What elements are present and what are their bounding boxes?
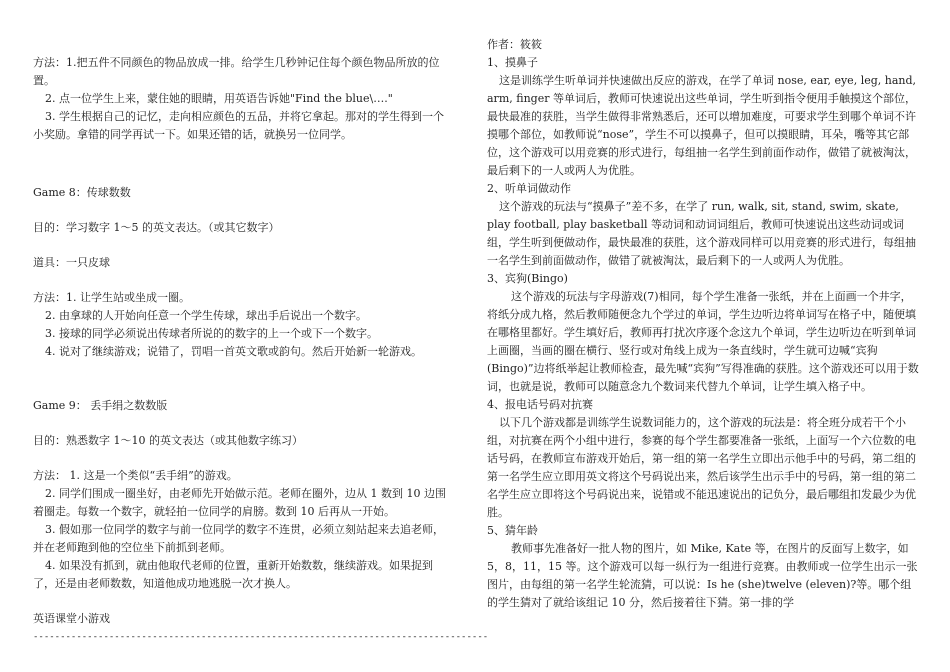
game8-title: Game 8：传球数数 — [33, 186, 131, 199]
game9-title: Game 9： 丢手绢之数数版 — [33, 399, 168, 412]
section-4-title: 4、报电话号码对抗赛 — [487, 398, 593, 411]
game9-aim: 目的：熟悉数字 1～10 的英文表达（或其他数字练习） — [33, 434, 303, 447]
game9-method-3: 3. 假如那一位同学的数字与前一位同学的数字不连贯，必须立刻站起来去追老师，并在老师跑到他的空位坐下前抓到老师。 — [33, 523, 444, 554]
game8-method-1: 方法：1. 让学生站或坐成一圈。 — [33, 291, 190, 304]
section-5-body: 教师事先准备好一批人物的图片，如 Mike, Kate 等，在图片的反面写上数字，如 5，8，11，15 等。这个游戏可以每一纵行为一组进行竞赛。由教师或一位学生出示一张图片，由每组的第一名学生轮流猜，可以说：Is he (she)twelve (eleven)?等。哪个组的学生猜对了就给该组记 10 分，然后接着往下猜。第一排的学 — [487, 542, 918, 609]
right-column — [487, 0, 920, 612]
footer-title: 英语课堂小游戏 — [33, 612, 110, 625]
game9-method-4: 4. 如果没有抓到，就由他取代老师的位置，重新开始数数，继续游戏。如果捉到了，还是由老师数数，知道他成功地逃脱一次才换人。 — [33, 559, 433, 590]
game8-method-4: 4. 说对了继续游戏；说错了，罚唱一首英文歌或韵句。然后开始新一轮游戏。 — [45, 345, 422, 358]
game9-method-2: 2. 同学们围成一圈坐好，由老师先开始做示范。老师在圈外，边从 1 数到 10 边围着圈走。每数一个数字，就轻拍一位同学的肩膀。数到 10 后再从一开始。 — [33, 487, 446, 518]
section-5-title: 5、猜年龄 — [487, 524, 538, 537]
section-3-title: 3、宾狗(Bingo) — [487, 272, 568, 285]
section-1-title: 1、摸鼻子 — [487, 56, 538, 69]
section-1-body: 这是训练学生听单词并快速做出反应的游戏，在学了单词 nose, ear, eye, leg, hand, arm, finger 等单词后，教师可快速说出这些单词，学生听到指令便用手触摸这个部位，最快最准的获胜，当学生做得非常熟悉后，还可以增加难度，可要求学生到哪个单词不许摸哪个部位，如教师说“nose”，学生不可以摸鼻子，但可以摸眼睛，耳朵，嘴等其它部位，这个游戏可以用竞赛的形式进行，每组抽一名学生到前面作动作，做错了就被淘汰，最后剩下的一人或两人为优胜。 — [487, 74, 917, 177]
game9-method-1: 方法： 1. 这是一个类似“丢手绢”的游戏。 — [33, 469, 238, 482]
method-paragraph: 方法：1.把五件不同颜色的物品放成一排。给学生几秒钟记住每个颜色物品所放的位置。 — [33, 56, 440, 87]
section-2-title: 2、听单词做动作 — [487, 182, 571, 195]
author-line: 作者：筱筱 — [487, 38, 542, 51]
divider-rule: ------------------------------------------------------------------------------------ — [33, 632, 489, 642]
game8-method-3: 3. 接球的同学必须说出传球者所说的的数字的上一个或下一个数字。 — [45, 327, 378, 340]
section-3-body: 这个游戏的玩法与字母游戏(7)相同，每个学生准备一张纸，并在上面画一个井字，将纸分成九格，然后教师随便念九个学过的单词，学生边听边将单词写在格子中，随便填在哪格里都好。学生填好后，教师再打扰次序逐个念这九个单词，学生边听边在听到单词上画圈，当画的圈在横行、竖行或对角线上成为一条直线时，学生就可边喊“宾狗(Bingo)”边将纸举起让教师检查，最先喊“宾狗”写得准确的获胜。这个游戏还可以用于数词，也就是说，教师可以随意念九个数词来代替九个单词，让学生填入格子中。 — [487, 290, 919, 393]
method-step-2: 2. 点一位学生上来，蒙住她的眼睛，用英语告诉她"Find the blue\…." — [45, 92, 393, 105]
method-step-3: 3. 学生根据自己的记忆，走向相应颜色的五品，并将它拿起。那对的学生得到一个小奖励。拿错的同学再试一下。如果还错的话，就换另一位同学。 — [33, 110, 444, 141]
left-column — [33, 0, 489, 646]
section-4-body: 以下几个游戏都是训练学生说数词能力的，这个游戏的玩法是：将全班分成若干个小组，对抗赛在两个小组中进行，参赛的每个学生都要准备一张纸，上面写一个六位数的电话号码，在教师宣布游戏开始后，第一组的第一名学生立即出示他手中的号码，第二组的第一名学生应立即用英文将这个号码说出来，然后该学生出示手中的号码，第一组的第二名学生应立即将这个号码说出来，说错或不能迅速说出的记负分，最后哪组扣发最少为优胜。 — [487, 416, 916, 519]
section-2-body: 这个游戏的玩法与“摸鼻子”差不多，在学了 run, walk, sit, stand, swim, skate, play football, play basketball 等动词和动词词组后，教师可快速说出这些动词或词组，学生听到便做动作，最快最准的获胜，这个游戏同样可以用竞赛的形式进行，每组抽一名学生到前面做动作，做错了就被淘汰，最后剩下的一人或两人为优胜。 — [487, 200, 916, 267]
game8-props: 道具：一只皮球 — [33, 256, 110, 269]
game8-aim: 目的：学习数字 1～5 的英文表达。（或其它数字） — [33, 221, 280, 234]
game8-method-2: 2. 由拿球的人开始向任意一个学生传球，球出手后说出一个数字。 — [45, 309, 367, 322]
